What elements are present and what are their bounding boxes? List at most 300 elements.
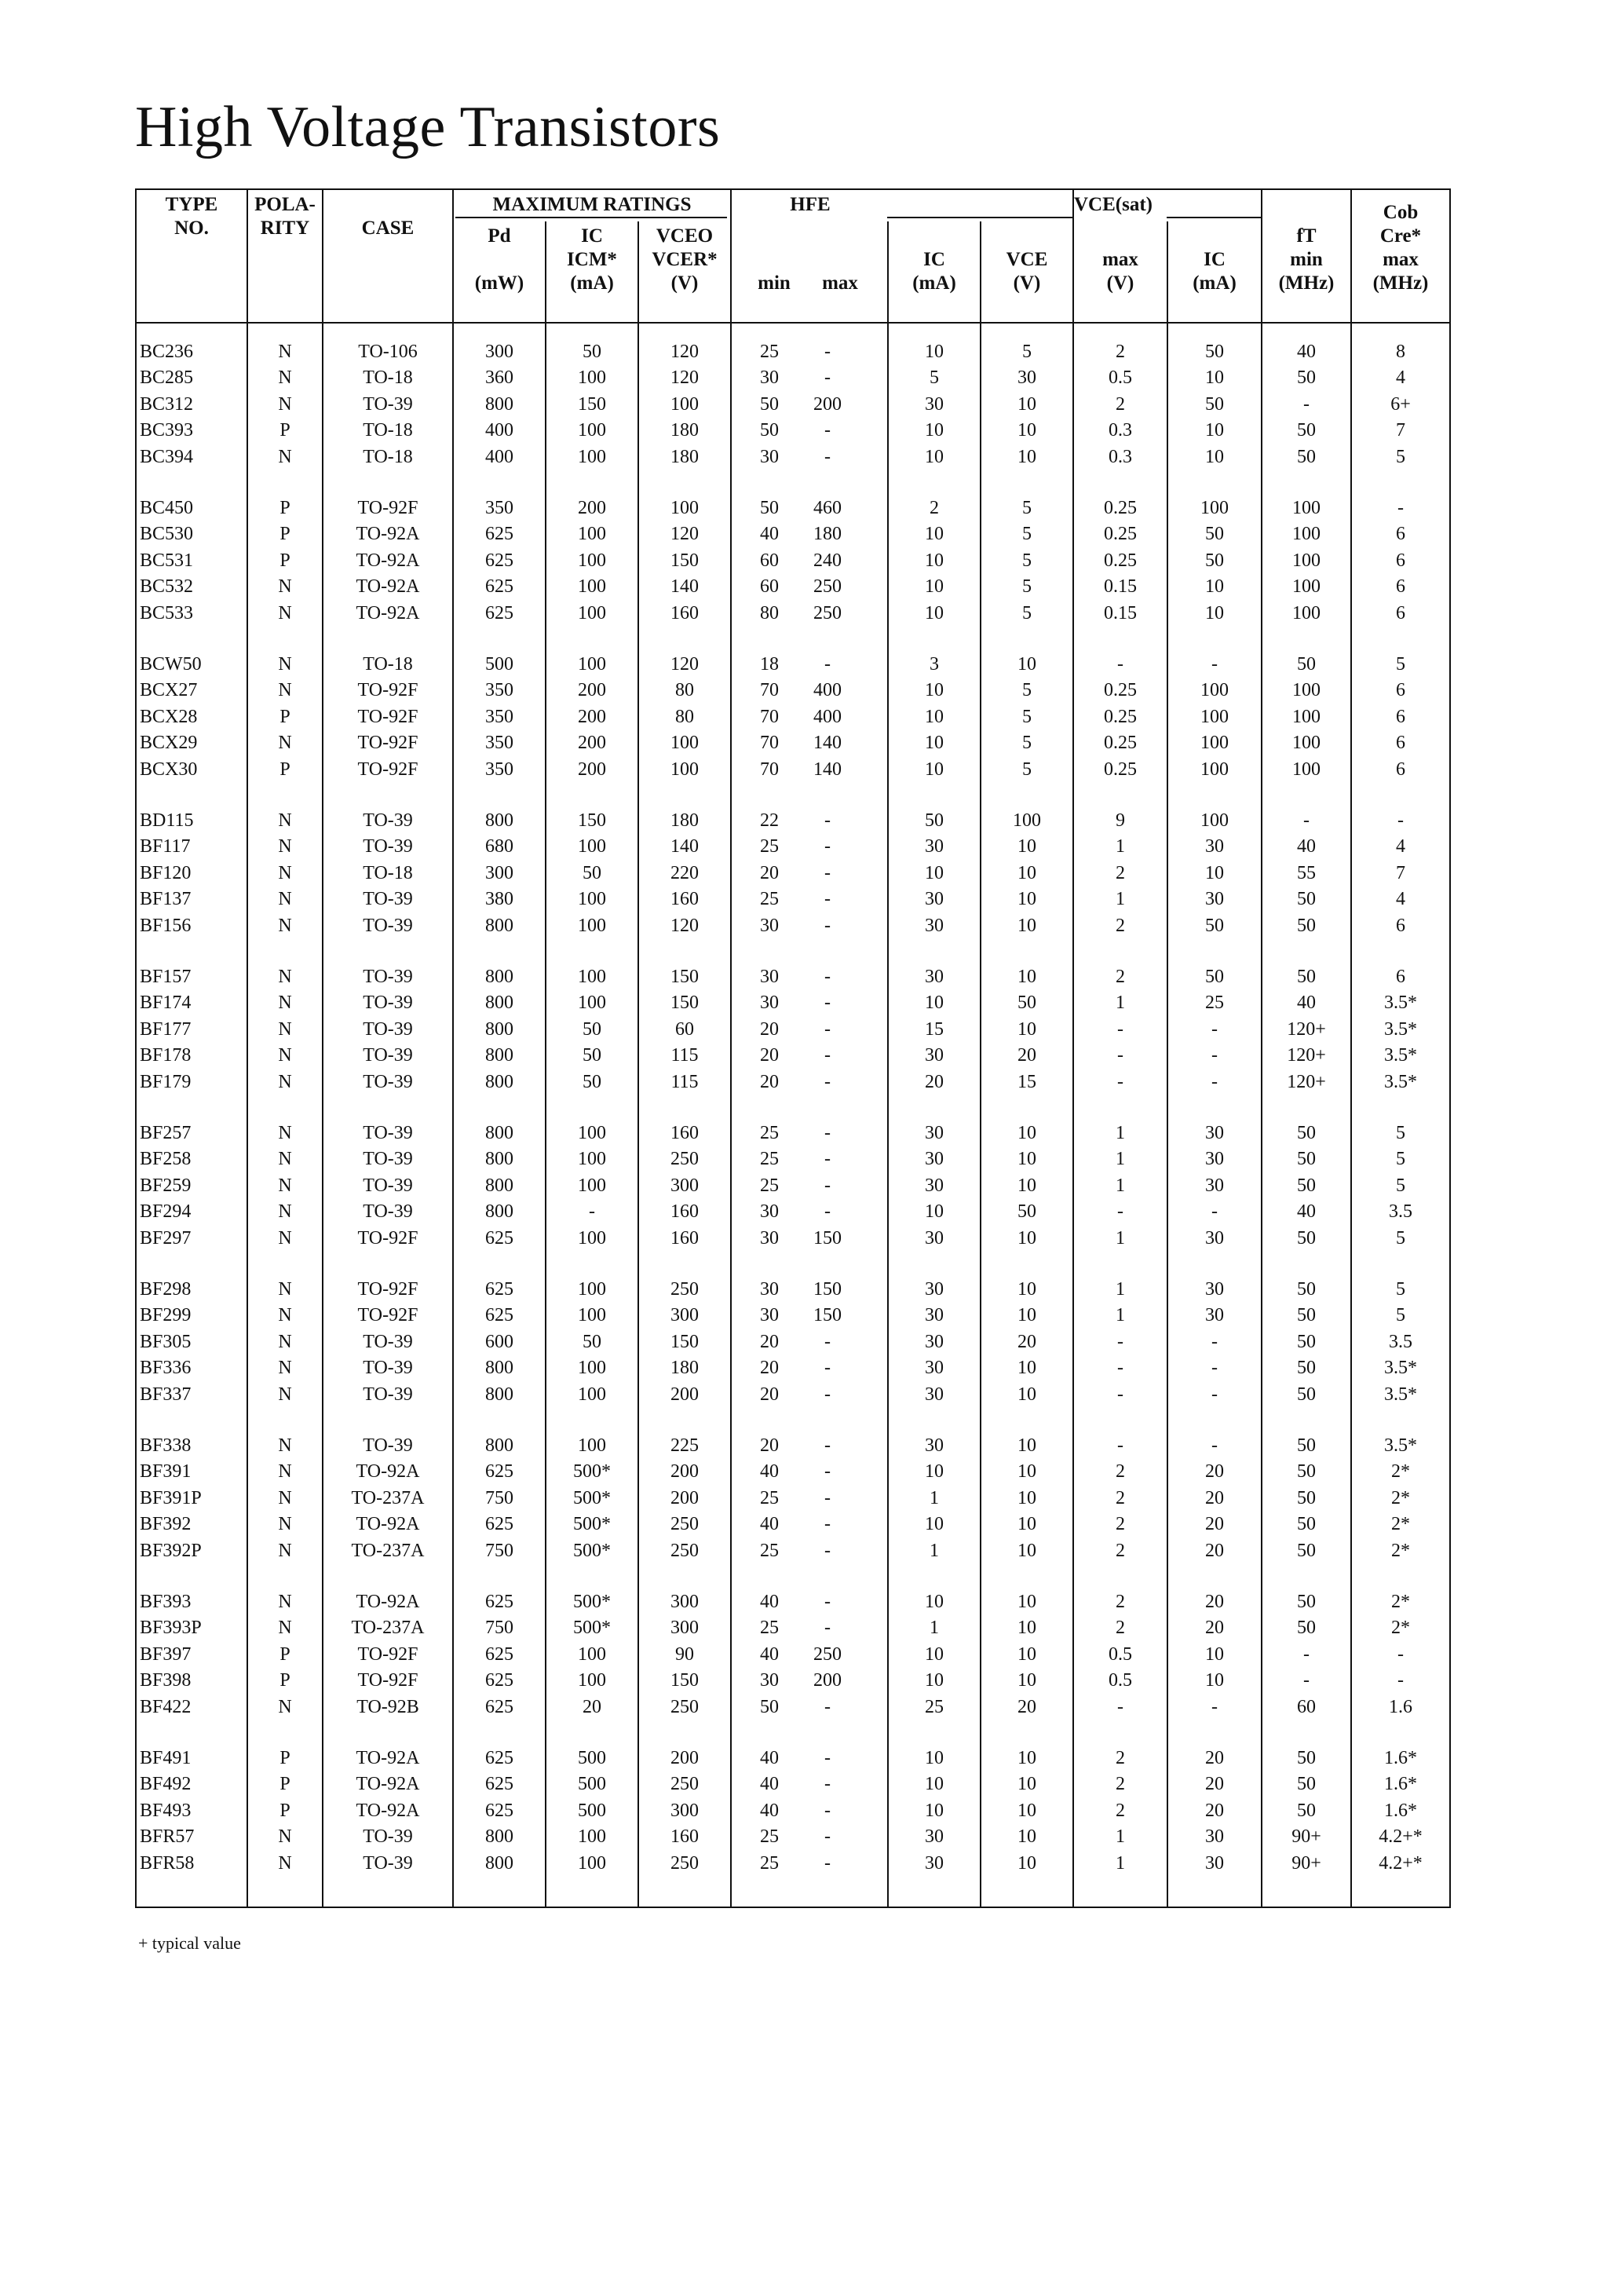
cell-hfe-ic: 1: [930, 1487, 939, 1508]
cell-pd: 600: [485, 1331, 513, 1352]
cell-vcesat-max: 1: [1116, 1852, 1125, 1874]
cell-hfe-min: 70: [760, 680, 779, 701]
cell-hfe-vce: 5: [1022, 342, 1032, 362]
cell-hfe-min: 20: [760, 1071, 779, 1092]
cell-vcesat-max: 0.15: [1104, 576, 1137, 598]
cell-vcesat-ic: 20: [1205, 1461, 1224, 1483]
cell-hfe-max: -: [824, 367, 831, 389]
cell-vcesat-ic: -: [1211, 1331, 1218, 1352]
cell-polarity: N: [278, 967, 292, 987]
cell-hfe-max: 400: [813, 706, 842, 727]
cell-vceo: 150: [670, 550, 699, 571]
cell-ic: 200: [578, 706, 606, 727]
cell-vcesat-max: -: [1117, 1435, 1123, 1456]
cell-ic: 200: [578, 759, 606, 780]
table-row: [137, 1355, 1449, 1381]
cell-vceo: 120: [670, 342, 699, 362]
table-row: [137, 1433, 1449, 1459]
cell-ic: 100: [578, 1227, 606, 1249]
cell-ic: 150: [578, 393, 606, 415]
cell-vcesat-ic: 30: [1205, 1123, 1224, 1143]
cell-type: BF137: [140, 889, 192, 910]
cell-vcesat-max: 0.25: [1104, 759, 1137, 780]
cell-ic: 50: [583, 1071, 601, 1092]
cell-pd: 350: [485, 680, 513, 701]
cell-hfe-vce: 10: [1017, 446, 1036, 467]
cell-vcesat-ic: 10: [1205, 862, 1224, 883]
cell-hfe-ic: 10: [925, 446, 944, 467]
cell-hfe-min: 25: [760, 1123, 779, 1143]
cell-ft: 120+: [1287, 1018, 1326, 1040]
cell-ic: 100: [578, 836, 606, 857]
cell-hfe-ic: 3: [930, 654, 939, 675]
cell-ic: 100: [578, 1279, 606, 1300]
cell-case: TO-92F: [357, 759, 418, 780]
cell-vcesat-ic: 10: [1205, 420, 1224, 441]
header-vcesat-max: max (V): [1102, 249, 1138, 294]
table-row: [137, 1746, 1449, 1771]
cell-vcesat-ic: 30: [1205, 1149, 1224, 1170]
cell-ic: 100: [578, 1852, 606, 1874]
cell-hfe-max: 400: [813, 680, 842, 701]
cell-cob: 5: [1396, 1175, 1405, 1196]
cell-ic: 100: [578, 993, 606, 1014]
table-row: [137, 495, 1449, 521]
cell-cob: 2*: [1391, 1487, 1410, 1508]
cell-polarity: N: [278, 446, 292, 467]
cell-hfe-min: 25: [760, 889, 779, 910]
cell-cob: 1.6*: [1384, 1774, 1417, 1795]
cell-case: TO-39: [363, 1071, 413, 1092]
cell-ic: 100: [578, 915, 606, 936]
cell-vceo: 115: [670, 1071, 699, 1092]
cell-vcesat-ic: 100: [1200, 733, 1229, 754]
cell-ft: 50: [1297, 1540, 1316, 1561]
cell-pd: 800: [485, 1071, 513, 1092]
cell-ft: 100: [1292, 759, 1321, 780]
cell-case: TO-92A: [356, 1461, 420, 1483]
cell-hfe-vce: 10: [1017, 1643, 1036, 1665]
cell-vcesat-ic: 30: [1205, 889, 1224, 910]
cell-vceo: 180: [670, 420, 699, 441]
cell-ic: 50: [583, 1045, 601, 1066]
cell-vcesat-max: -: [1117, 654, 1123, 675]
cell-case: TO-39: [363, 1175, 413, 1196]
cell-vcesat-max: -: [1117, 1045, 1123, 1066]
header-underline: [1167, 217, 1261, 218]
cell-cob: 5: [1396, 446, 1405, 467]
cell-case: TO-92F: [357, 498, 418, 518]
cell-type: BF305: [140, 1331, 192, 1352]
cell-case: TO-39: [363, 915, 413, 936]
cell-cob: -: [1397, 1643, 1404, 1665]
cell-vcesat-max: 2: [1116, 1514, 1125, 1535]
cell-hfe-vce: 5: [1022, 706, 1032, 727]
cell-hfe-max: 250: [813, 576, 842, 598]
cell-case: TO-92A: [356, 602, 420, 623]
header-polarity: POLA- RITY: [254, 194, 316, 239]
cell-ic: 500: [578, 1748, 606, 1768]
cell-hfe-vce: 20: [1017, 1696, 1036, 1717]
cell-pd: 800: [485, 393, 513, 415]
cell-vceo: 115: [670, 1045, 699, 1066]
cell-pd: 800: [485, 1358, 513, 1379]
cell-type: BF336: [140, 1358, 192, 1379]
table-row: [137, 548, 1449, 574]
cell-vcesat-max: -: [1117, 1331, 1123, 1352]
cell-ic: 150: [578, 810, 606, 831]
cell-cob: 1.6*: [1384, 1748, 1417, 1768]
cell-polarity: N: [278, 1826, 292, 1848]
cell-ft: -: [1303, 810, 1310, 831]
cell-hfe-max: -: [824, 1045, 831, 1066]
cell-hfe-min: 30: [760, 446, 779, 467]
cell-cob: 3.5*: [1384, 1045, 1417, 1066]
cell-hfe-max: -: [824, 1149, 831, 1170]
table-row: [137, 1668, 1449, 1694]
cell-polarity: N: [278, 889, 292, 910]
cell-vcesat-max: 2: [1116, 342, 1125, 362]
cell-pd: 800: [485, 967, 513, 987]
cell-cob: 3.5*: [1384, 1384, 1417, 1405]
cell-polarity: N: [278, 680, 292, 701]
cell-hfe-min: 20: [760, 1331, 779, 1352]
cell-hfe-ic: 10: [925, 862, 944, 883]
cell-polarity: N: [278, 1305, 292, 1326]
cell-case: TO-18: [363, 862, 413, 883]
cell-hfe-vce: 10: [1017, 1227, 1036, 1249]
table-row: [137, 861, 1449, 887]
cell-hfe-ic: 10: [925, 1670, 944, 1691]
cell-polarity: N: [278, 1540, 292, 1561]
table-row: [137, 990, 1449, 1016]
cell-hfe-ic: 20: [925, 1071, 944, 1092]
cell-hfe-max: -: [824, 1592, 831, 1612]
table-row: [137, 1226, 1449, 1252]
cell-ic: 100: [578, 889, 606, 910]
cell-ic: 100: [578, 524, 606, 545]
cell-hfe-max: -: [824, 967, 831, 987]
cell-type: BF294: [140, 1201, 192, 1223]
cell-cob: 6: [1396, 915, 1405, 936]
cell-hfe-max: -: [824, 862, 831, 883]
cell-cob: 3.5: [1389, 1201, 1412, 1223]
cell-polarity: N: [278, 393, 292, 415]
cell-hfe-ic: 10: [925, 1514, 944, 1535]
cell-ft: 60: [1297, 1696, 1316, 1717]
header-underline: [455, 217, 727, 218]
cell-hfe-max: 200: [813, 1670, 842, 1691]
cell-vcesat-max: 2: [1116, 915, 1125, 936]
cell-vcesat-max: 9: [1116, 810, 1125, 831]
cell-hfe-ic: 15: [925, 1018, 944, 1040]
cell-hfe-ic: 30: [925, 393, 944, 415]
cell-vceo: 250: [670, 1514, 699, 1535]
cell-type: BF299: [140, 1305, 192, 1326]
cell-ic: 500: [578, 1800, 606, 1821]
cell-hfe-min: 60: [760, 576, 779, 598]
table-row: [137, 1695, 1449, 1720]
cell-hfe-vce: 10: [1017, 1279, 1036, 1300]
cell-hfe-max: -: [824, 1826, 831, 1848]
table-row: [137, 444, 1449, 470]
cell-hfe-min: 50: [760, 420, 779, 441]
cell-polarity: P: [279, 550, 290, 571]
cell-pd: 300: [485, 342, 513, 362]
cell-vcesat-ic: 100: [1200, 810, 1229, 831]
cell-case: TO-39: [363, 393, 413, 415]
cell-cob: -: [1397, 810, 1404, 831]
cell-hfe-vce: 50: [1017, 993, 1036, 1014]
cell-polarity: P: [279, 1670, 290, 1691]
cell-vcesat-max: 2: [1116, 1774, 1125, 1795]
cell-vcesat-ic: 20: [1205, 1487, 1224, 1508]
cell-cob: 4: [1396, 367, 1405, 389]
cell-pd: 625: [485, 1643, 513, 1665]
table-row: [137, 1069, 1449, 1095]
cell-cob: 6: [1396, 576, 1405, 598]
cell-cob: 5: [1396, 1227, 1405, 1249]
cell-type: BF156: [140, 915, 192, 936]
cell-case: TO-18: [363, 367, 413, 389]
cell-hfe-ic: 10: [925, 1592, 944, 1612]
cell-hfe-min: 25: [760, 1852, 779, 1874]
cell-ic: 100: [578, 446, 606, 467]
cell-case: TO-18: [363, 420, 413, 441]
cell-vcesat-max: 0.3: [1109, 420, 1132, 441]
cell-hfe-ic: 50: [925, 810, 944, 831]
cell-pd: 800: [485, 993, 513, 1014]
cell-hfe-min: 25: [760, 836, 779, 857]
cell-polarity: N: [278, 1618, 292, 1639]
cell-case: TO-39: [363, 810, 413, 831]
cell-hfe-min: 70: [760, 759, 779, 780]
cell-hfe-vce: 10: [1017, 889, 1036, 910]
cell-case: TO-39: [363, 1123, 413, 1143]
cell-polarity: P: [279, 1800, 290, 1821]
cell-polarity: N: [278, 862, 292, 883]
cell-pd: 800: [485, 1149, 513, 1170]
table-row: [137, 1382, 1449, 1408]
cell-hfe-vce: 10: [1017, 1514, 1036, 1535]
cell-ic: 200: [578, 733, 606, 754]
cell-ic: 100: [578, 1149, 606, 1170]
cell-ft: 50: [1297, 367, 1316, 389]
cell-vcesat-ic: 20: [1205, 1540, 1224, 1561]
cell-pd: 625: [485, 1800, 513, 1821]
cell-vcesat-ic: 30: [1205, 1227, 1224, 1249]
cell-pd: 680: [485, 836, 513, 857]
cell-hfe-min: 25: [760, 1487, 779, 1508]
cell-type: BF338: [140, 1435, 192, 1456]
cell-pd: 625: [485, 1514, 513, 1535]
cell-type: BF393: [140, 1592, 192, 1612]
cell-vceo: 150: [670, 967, 699, 987]
cell-hfe-ic: 30: [925, 1435, 944, 1456]
cell-hfe-vce: 10: [1017, 1384, 1036, 1405]
header-ft: fT min (MHz): [1278, 225, 1335, 294]
table-row: [137, 834, 1449, 860]
cell-hfe-ic: 25: [925, 1696, 944, 1717]
cell-ic: 100: [578, 1123, 606, 1143]
cell-case: TO-237A: [351, 1618, 425, 1639]
cell-case: TO-92A: [356, 1774, 420, 1795]
cell-hfe-ic: 10: [925, 1800, 944, 1821]
cell-ft: 100: [1292, 680, 1321, 701]
cell-hfe-max: -: [824, 1461, 831, 1483]
cell-hfe-vce: 10: [1017, 393, 1036, 415]
cell-hfe-ic: 30: [925, 1358, 944, 1379]
cell-hfe-ic: 2: [930, 498, 939, 518]
cell-cob: 6: [1396, 733, 1405, 754]
cell-vcesat-max: 0.25: [1104, 550, 1137, 571]
cell-cob: 2*: [1391, 1514, 1410, 1535]
cell-vcesat-ic: -: [1211, 1018, 1218, 1040]
cell-case: TO-92A: [356, 1800, 420, 1821]
table-row: [137, 365, 1449, 391]
cell-vceo: 150: [670, 1670, 699, 1691]
cell-type: BC394: [140, 446, 194, 467]
cell-pd: 360: [485, 367, 513, 389]
cell-case: TO-39: [363, 1045, 413, 1066]
cell-hfe-min: 20: [760, 1358, 779, 1379]
cell-hfe-ic: 10: [925, 733, 944, 754]
cell-hfe-max: -: [824, 1175, 831, 1196]
cell-type: BF391P: [140, 1487, 202, 1508]
cell-vcesat-ic: -: [1211, 1358, 1218, 1379]
cell-vceo: 100: [670, 393, 699, 415]
cell-hfe-max: 250: [813, 1643, 842, 1665]
cell-vcesat-ic: 20: [1205, 1618, 1224, 1639]
cell-hfe-vce: 50: [1017, 1201, 1036, 1223]
cell-vcesat-ic: -: [1211, 1696, 1218, 1717]
cell-case: TO-92F: [357, 733, 418, 754]
cell-vceo: 160: [670, 1123, 699, 1143]
cell-vcesat-max: 0.5: [1109, 367, 1132, 389]
cell-cob: 5: [1396, 1279, 1405, 1300]
cell-cob: 6: [1396, 706, 1405, 727]
cell-polarity: N: [278, 602, 292, 623]
cell-case: TO-39: [363, 1358, 413, 1379]
cell-hfe-min: 30: [760, 1201, 779, 1223]
cell-case: TO-39: [363, 1826, 413, 1848]
cell-ft: 50: [1297, 1592, 1316, 1612]
cell-vcesat-max: -: [1117, 1201, 1123, 1223]
cell-vceo: 160: [670, 1201, 699, 1223]
cell-ic: 100: [578, 1435, 606, 1456]
cell-hfe-ic: 5: [930, 367, 939, 389]
cell-hfe-max: -: [824, 889, 831, 910]
cell-hfe-vce: 5: [1022, 576, 1032, 598]
cell-pd: 380: [485, 889, 513, 910]
cell-vcesat-ic: 25: [1205, 993, 1224, 1014]
cell-polarity: N: [278, 1852, 292, 1874]
cell-vcesat-ic: 50: [1205, 915, 1224, 936]
table-row: [137, 1615, 1449, 1641]
cell-hfe-min: 20: [760, 1435, 779, 1456]
cell-hfe-min: 25: [760, 1149, 779, 1170]
cell-type: BF491: [140, 1748, 192, 1768]
cell-hfe-vce: 5: [1022, 602, 1032, 623]
cell-vceo: 200: [670, 1748, 699, 1768]
cell-pd: 625: [485, 1592, 513, 1612]
cell-ft: 50: [1297, 967, 1316, 987]
cell-vceo: 300: [670, 1175, 699, 1196]
cell-pd: 625: [485, 1774, 513, 1795]
cell-hfe-min: 40: [760, 1643, 779, 1665]
cell-type: BF258: [140, 1149, 192, 1170]
cell-hfe-vce: 10: [1017, 862, 1036, 883]
header-underline: [887, 217, 1072, 218]
cell-vcesat-ic: 100: [1200, 759, 1229, 780]
cell-type: BF337: [140, 1384, 192, 1405]
cell-ft: -: [1303, 1670, 1310, 1691]
cell-hfe-vce: 10: [1017, 1774, 1036, 1795]
cell-ft: 40: [1297, 993, 1316, 1014]
cell-hfe-ic: 30: [925, 1175, 944, 1196]
cell-type: BCX27: [140, 680, 198, 701]
cell-ft: 50: [1297, 1175, 1316, 1196]
cell-polarity: P: [279, 759, 290, 780]
cell-ic: 100: [578, 1643, 606, 1665]
cell-hfe-ic: 1: [930, 1540, 939, 1561]
cell-type: BCX29: [140, 733, 198, 754]
cell-pd: 800: [485, 1201, 513, 1223]
cell-hfe-max: 150: [813, 1279, 842, 1300]
cell-ic: 100: [578, 1305, 606, 1326]
cell-ft: 50: [1297, 1618, 1316, 1639]
header-hfe: HFE: [790, 194, 831, 215]
cell-hfe-ic: 30: [925, 1826, 944, 1848]
cell-hfe-min: 20: [760, 1045, 779, 1066]
cell-hfe-max: 180: [813, 524, 842, 545]
table-row: [137, 1771, 1449, 1797]
cell-ic: -: [589, 1201, 595, 1223]
cell-hfe-ic: 10: [925, 1201, 944, 1223]
cell-hfe-ic: 30: [925, 1384, 944, 1405]
cell-ic: 50: [583, 1018, 601, 1040]
cell-case: TO-39: [363, 1384, 413, 1405]
cell-hfe-max: -: [824, 1540, 831, 1561]
cell-polarity: N: [278, 1514, 292, 1535]
cell-vcesat-max: 2: [1116, 1461, 1125, 1483]
cell-hfe-vce: 20: [1017, 1045, 1036, 1066]
cell-ic: 50: [583, 862, 601, 883]
cell-vceo: 120: [670, 654, 699, 675]
cell-hfe-max: -: [824, 810, 831, 831]
cell-vceo: 300: [670, 1592, 699, 1612]
cell-pd: 500: [485, 654, 513, 675]
cell-ic: 50: [583, 342, 601, 362]
table-row: [137, 1512, 1449, 1537]
cell-ft: 50: [1297, 1358, 1316, 1379]
cell-hfe-max: 150: [813, 1305, 842, 1326]
cell-polarity: N: [278, 733, 292, 754]
header-type: TYPE NO.: [165, 194, 218, 239]
cell-case: TO-92A: [356, 1748, 420, 1768]
table-row: [137, 1851, 1449, 1877]
cell-vcesat-ic: 10: [1205, 367, 1224, 389]
cell-ft: 40: [1297, 342, 1316, 362]
cell-cob: -: [1397, 498, 1404, 518]
cell-ic: 500*: [573, 1540, 611, 1561]
cell-polarity: N: [278, 1071, 292, 1092]
cell-type: BC533: [140, 602, 194, 623]
cell-vcesat-max: -: [1117, 1071, 1123, 1092]
table-row: [137, 601, 1449, 627]
cell-type: BF397: [140, 1643, 192, 1665]
cell-hfe-vce: 10: [1017, 1123, 1036, 1143]
